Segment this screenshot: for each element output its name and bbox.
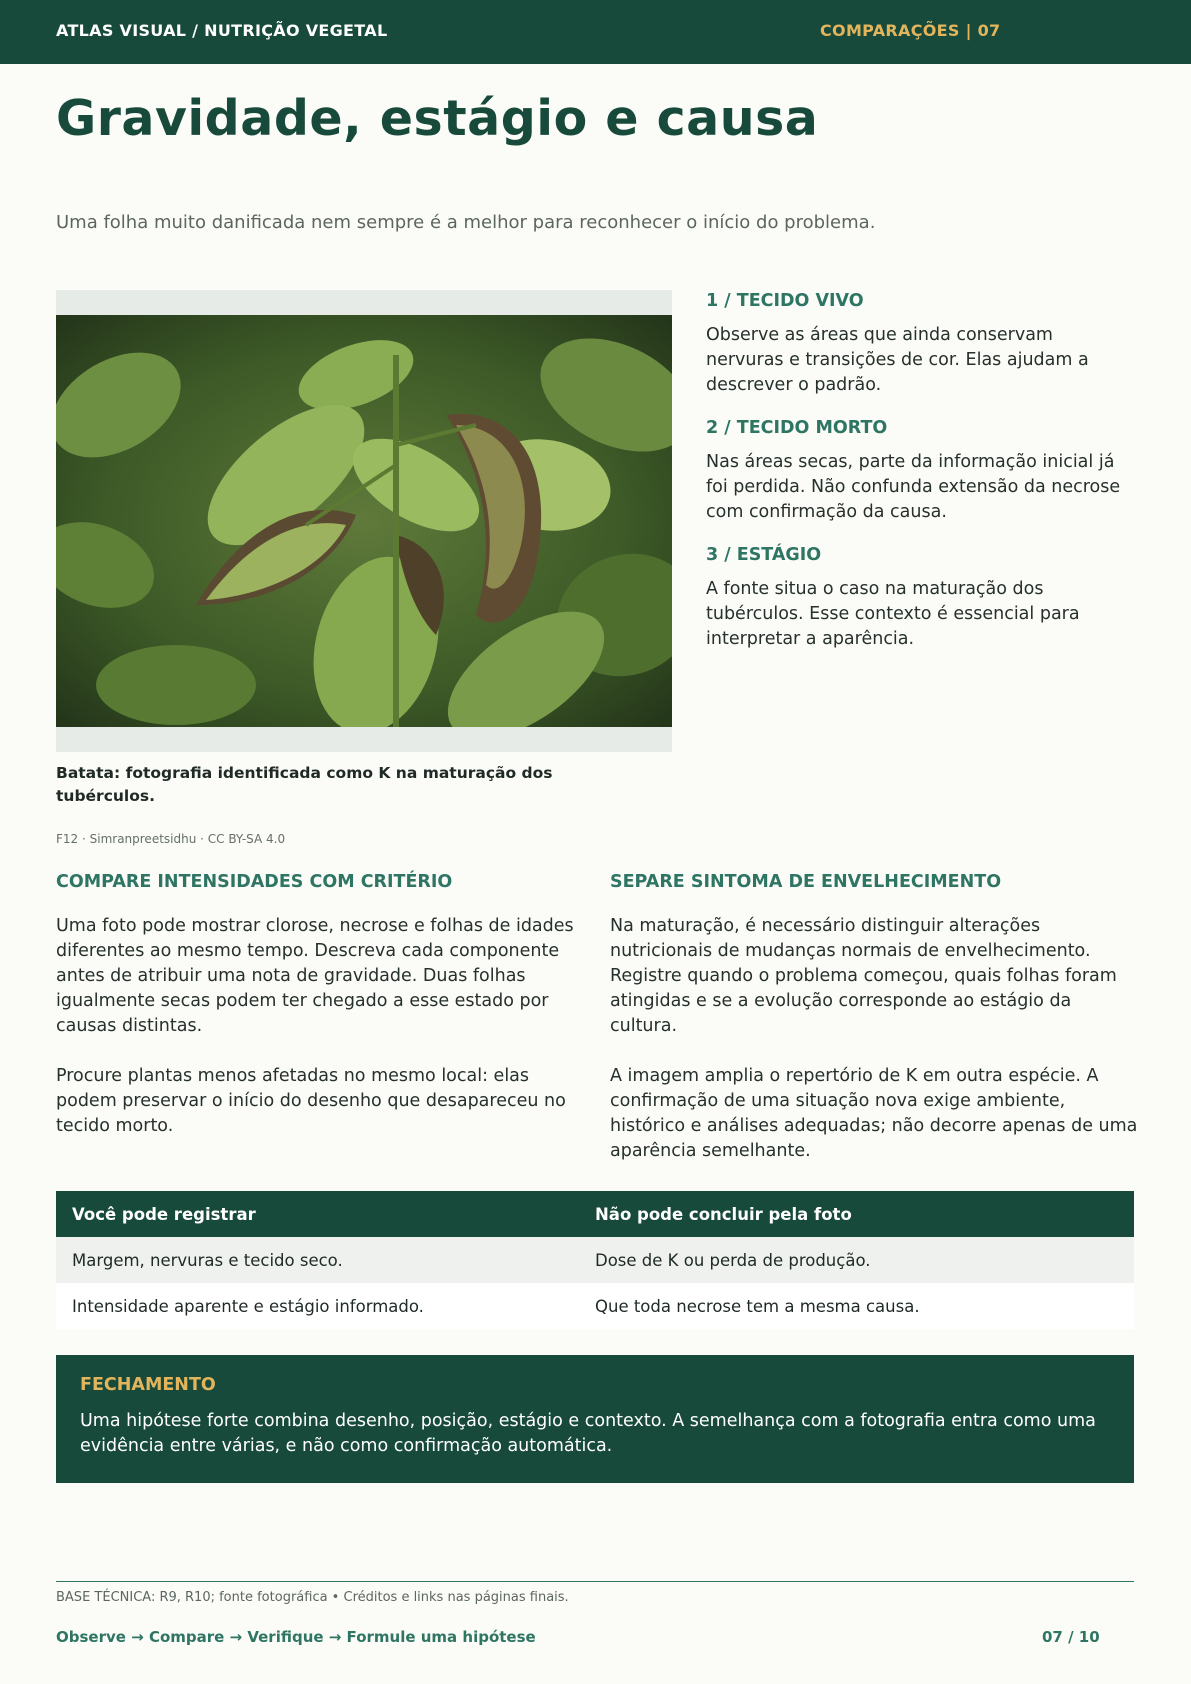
figure-credit: F12 · Simranpreetsidhu · CC BY-SA 4.0 (56, 832, 286, 846)
analysis-steps (706, 291, 1136, 672)
step-title: 2 / TECIDO MORTO (706, 418, 888, 438)
step-stage (706, 545, 1136, 652)
footer-divider (56, 1581, 1134, 1582)
footer-technical-base: BASE TÉCNICA: R9, R10; fonte fotográfica • Créditos e links nas páginas finais. (56, 1590, 569, 1605)
table-cell: Intensidade aparente e estágio informado. (72, 1296, 424, 1316)
step-text: Observe as áreas que ainda conservam nervuras e transições de cor. Elas ajudam a descrever o padrão. (706, 325, 1089, 395)
table-row (56, 1283, 1134, 1329)
step-text: A fonte situa o caso na maturação dos tubérculos. Esse contexto é essencial para interpretar a aparência. (706, 579, 1080, 649)
column-compare-intensities (56, 872, 586, 1164)
column-paragraph: Uma foto pode mostrar clorose, necrose e folhas de idades diferentes ao mesmo tempo. Descreva cada componente antes de atribuir uma nota de gravidade. Duas folhas igualmente secas podem ter chegado a esse estado por causas distintas. (56, 916, 574, 1036)
step-text: Nas áreas secas, parte da informação inicial já foi perdida. Não confunda extensão da necrose com confirmação da causa. (706, 452, 1121, 522)
atlas-section-label: ATLAS VISUAL / NUTRIÇÃO VEGETAL (56, 21, 388, 40)
footer-method-steps: Observe → Compare → Verifique → Formule uma hipótese (56, 1628, 536, 1646)
top-bar (0, 0, 1191, 64)
table-header-cell: Não pode concluir pela foto (595, 1204, 852, 1224)
column-paragraph: Procure plantas menos afetadas no mesmo local: elas podem preservar o início do desenho que desapareceu no tecido morto. (56, 1066, 566, 1136)
table-header-cell: Você pode registrar (72, 1204, 256, 1224)
section-page-label: COMPARAÇÕES | 07 (820, 21, 1001, 40)
evidence-table (56, 1191, 1134, 1329)
page-title: Gravidade, estágio e causa (56, 90, 819, 147)
table-cell: Dose de K ou perda de produção. (595, 1250, 871, 1270)
column-separate-aging (610, 872, 1140, 1189)
page-number: 07 / 10 (1042, 1628, 1100, 1646)
step-dead-tissue (706, 418, 1136, 525)
closing-box (56, 1355, 1134, 1483)
potato-leaf-photo (56, 315, 672, 727)
step-title: 1 / TECIDO VIVO (706, 291, 864, 311)
column-title: SEPARE SINTOMA DE ENVELHECIMENTO (610, 872, 1002, 892)
step-title: 3 / ESTÁGIO (706, 545, 822, 565)
column-paragraph: Na maturação, é necessário distinguir alterações nutricionais de mudanças normais de envelhecimento. Registre quando o problema começou, quais folhas foram atingidas e se a evolução corresponde ao estágio da cultura. (610, 916, 1117, 1036)
table-cell: Margem, nervuras e tecido seco. (72, 1250, 343, 1270)
table-cell: Que toda necrose tem a mesma causa. (595, 1296, 920, 1316)
column-paragraph: A imagem amplia o repertório de K em outra espécie. A confirmação de uma situação nova exige ambiente, histórico e análises adequadas; não decorre apenas de uma aparência semelhante. (610, 1066, 1138, 1161)
step-living-tissue (706, 291, 1136, 398)
page-subtitle: Uma folha muito danificada nem sempre é a melhor para reconhecer o início do problema. (56, 212, 876, 233)
figure-caption: Batata: fotografia identificada como K na maturação dos tubérculos. (56, 764, 553, 805)
table-row (56, 1237, 1134, 1283)
closing-text: Uma hipótese forte combina desenho, posição, estágio e contexto. A semelhança com a fotografia entra como uma evidência entre várias, e não como confirmação automática. (80, 1411, 1096, 1456)
column-title: COMPARE INTENSIDADES COM CRITÉRIO (56, 872, 453, 892)
closing-title: FECHAMENTO (80, 1375, 216, 1395)
table-header-row (56, 1191, 1134, 1237)
